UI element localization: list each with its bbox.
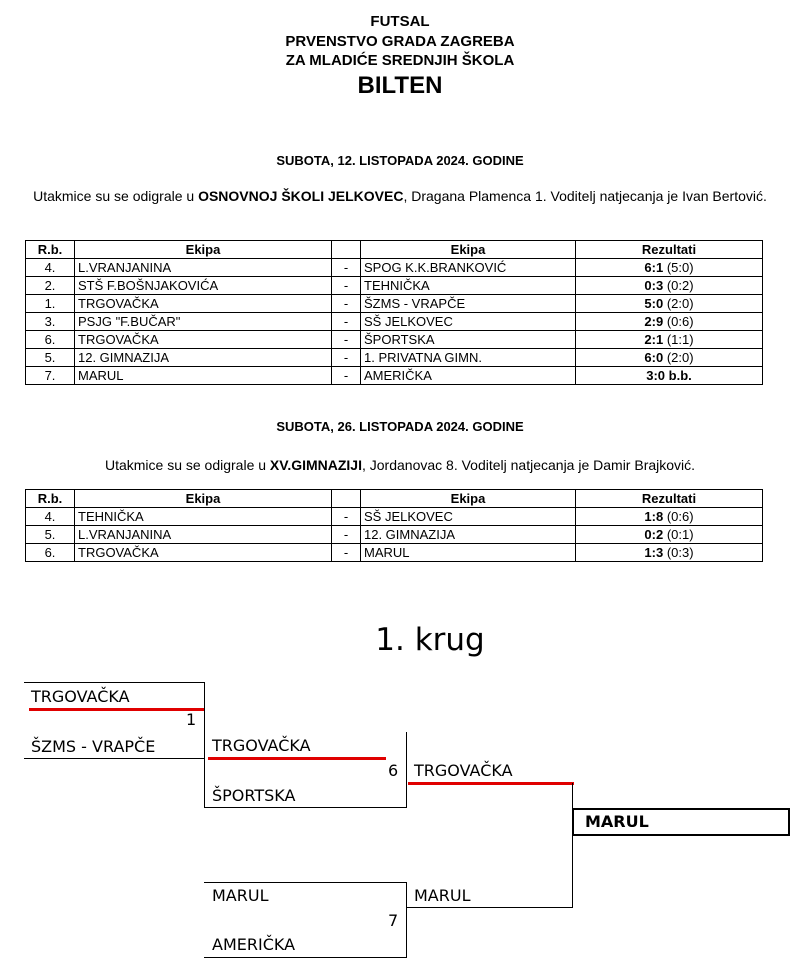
away-team: SŠ JELKOVEC [361,313,576,331]
round-1-date: SUBOTA, 12. LISTOPADA 2024. GODINE [276,153,524,168]
away-team: 1. PRIVATNA GIMN. [361,349,576,367]
final-score: 5:0 [644,295,664,311]
separator: - [332,295,361,313]
home-team: PSJG "F.BUČAR" [75,313,332,331]
final-score: 1:3 [644,544,664,560]
result [576,544,763,562]
bracket-m6-number: 6 [388,761,399,780]
final-score: 2:9 [644,313,664,329]
final-score: 3:0 b.b. [646,367,692,383]
result [576,526,763,544]
bracket-line [406,882,407,958]
final-score: 1:8 [644,508,664,524]
bracket-line [204,957,407,958]
bracket-line [24,758,205,759]
round-2-date: SUBOTA, 26. LISTOPADA 2024. GODINE [276,419,524,434]
home-team: MARUL [75,367,332,385]
bracket-m1-top-team: TRGOVAČKA [31,687,130,706]
header-line-3: ZA MLADIĆE SREDNJIH ŠKOLA [285,52,515,69]
home-team: TRGOVAČKA [75,331,332,349]
round-1-intro: Utakmice su se odigrale u OSNOVNOJ ŠKOLI JELKOVEC, Dragana Plamenca 1. Voditelj natjecanja je Ivan Bertović. [33,188,767,204]
bulletin-title: BILTEN [357,72,443,99]
home-team: L.VRANJANINA [75,259,332,277]
header-line-1: FUTSAL [370,13,430,30]
bracket-line [406,732,407,808]
home-team: L.VRANJANINA [75,526,332,544]
bracket-title: 1. krug [375,622,485,658]
row-number: 3. [26,313,75,331]
separator: - [332,526,361,544]
col-header-rb: R.b. [26,241,75,259]
round-1-results-table [25,240,763,385]
final-score: 6:0 [644,349,664,365]
half-time-score: (0:2) [666,277,694,293]
half-time-score: (0:3) [666,544,694,560]
round-2-intro: Utakmice su se odigrale u XV.GIMNAZIJI, Jordanovac 8. Voditelj natjecanja je Damir Brajković. [104,457,696,473]
bracket-m7-top-team: MARUL [212,886,269,905]
round-1-venue: OSNOVNOJ ŠKOLI JELKOVEC [198,188,404,204]
table-row [26,508,763,526]
col-header-away: Ekipa [361,241,576,259]
col-header-sep [332,241,361,259]
round-2-venue: XV.GIMNAZIJI [269,457,362,473]
separator: - [332,331,361,349]
separator: - [332,259,361,277]
bracket-m1-number: 1 [186,710,197,729]
half-time-score: (0:1) [666,526,694,542]
bracket-line [572,783,573,908]
half-time-score: (0:6) [666,508,694,524]
result [576,277,763,295]
bracket-m7-bottom-team: AMERIČKA [212,935,296,954]
away-team: TEHNIČKA [361,277,576,295]
bracket-line [204,882,407,883]
home-team: TRGOVAČKA [75,295,332,313]
away-team: AMERIČKA [361,367,576,385]
row-number: 4. [26,259,75,277]
row-number: 1. [26,295,75,313]
home-team: TEHNIČKA [75,508,332,526]
winner-underline [208,757,386,760]
bracket-line [204,807,407,808]
col-header-rb: R.b. [26,490,75,508]
table-row [26,349,763,367]
row-number: 5. [26,526,75,544]
row-number: 6. [26,544,75,562]
separator: - [332,544,361,562]
bracket-semi-bottom-team: MARUL [414,886,471,905]
home-team: STŠ F.BOŠNJAKOVIĆA [75,277,332,295]
result [576,508,763,526]
row-number: 7. [26,367,75,385]
separator: - [332,349,361,367]
final-score: 6:1 [644,259,664,275]
away-team: 12. GIMNAZIJA [361,526,576,544]
winner-underline [408,782,574,785]
away-team: ŠPORTSKA [361,331,576,349]
bracket-m1-bottom-team: ŠZMS - VRAPČE [31,737,156,756]
final-score: 0:2 [644,526,664,542]
separator: - [332,277,361,295]
separator: - [332,313,361,331]
bracket-m7-number: 7 [388,911,399,930]
col-header-home: Ekipa [75,241,332,259]
separator: - [332,367,361,385]
table-header-row [26,490,763,508]
bracket-line [204,732,205,808]
bracket-m6-bottom-team: ŠPORTSKA [212,786,296,805]
bracket-line [406,907,573,908]
table-row [26,295,763,313]
away-team: SŠ JELKOVEC [361,508,576,526]
home-team: 12. GIMNAZIJA [75,349,332,367]
half-time-score: (1:1) [666,331,694,347]
table-row [26,331,763,349]
bracket-m6-top-team: TRGOVAČKA [212,736,311,755]
away-team: ŠZMS - VRAPČE [361,295,576,313]
bracket-final-box: MARUL [572,808,790,836]
row-number: 6. [26,331,75,349]
table-row [26,313,763,331]
final-score: 2:1 [644,331,664,347]
half-time-score: (5:0) [666,259,694,275]
separator: - [332,508,361,526]
home-team: TRGOVAČKA [75,544,332,562]
bracket-semi-top-team: TRGOVAČKA [414,761,513,780]
table-row [26,367,763,385]
col-header-sep [332,490,361,508]
table-row [26,259,763,277]
final-score: 0:3 [644,277,664,293]
col-header-score: Rezultati [576,241,763,259]
winner-underline [29,708,205,711]
col-header-away: Ekipa [361,490,576,508]
result [576,367,763,385]
result [576,295,763,313]
table-row [26,526,763,544]
row-number: 4. [26,508,75,526]
result [576,349,763,367]
away-team: MARUL [361,544,576,562]
round-2-results-table [25,489,763,562]
row-number: 2. [26,277,75,295]
table-header-row [26,241,763,259]
col-header-score: Rezultati [576,490,763,508]
result [576,313,763,331]
table-row [26,277,763,295]
half-time-score: (2:0) [666,295,694,311]
col-header-home: Ekipa [75,490,332,508]
result [576,331,763,349]
header-line-2: PRVENSTVO GRADA ZAGREBA [285,33,515,50]
away-team: SPOG K.K.BRANKOVIĆ [361,259,576,277]
row-number: 5. [26,349,75,367]
bracket-line [24,682,205,683]
table-row [26,544,763,562]
result [576,259,763,277]
half-time-score: (0:6) [666,313,694,329]
half-time-score: (2:0) [666,349,694,365]
